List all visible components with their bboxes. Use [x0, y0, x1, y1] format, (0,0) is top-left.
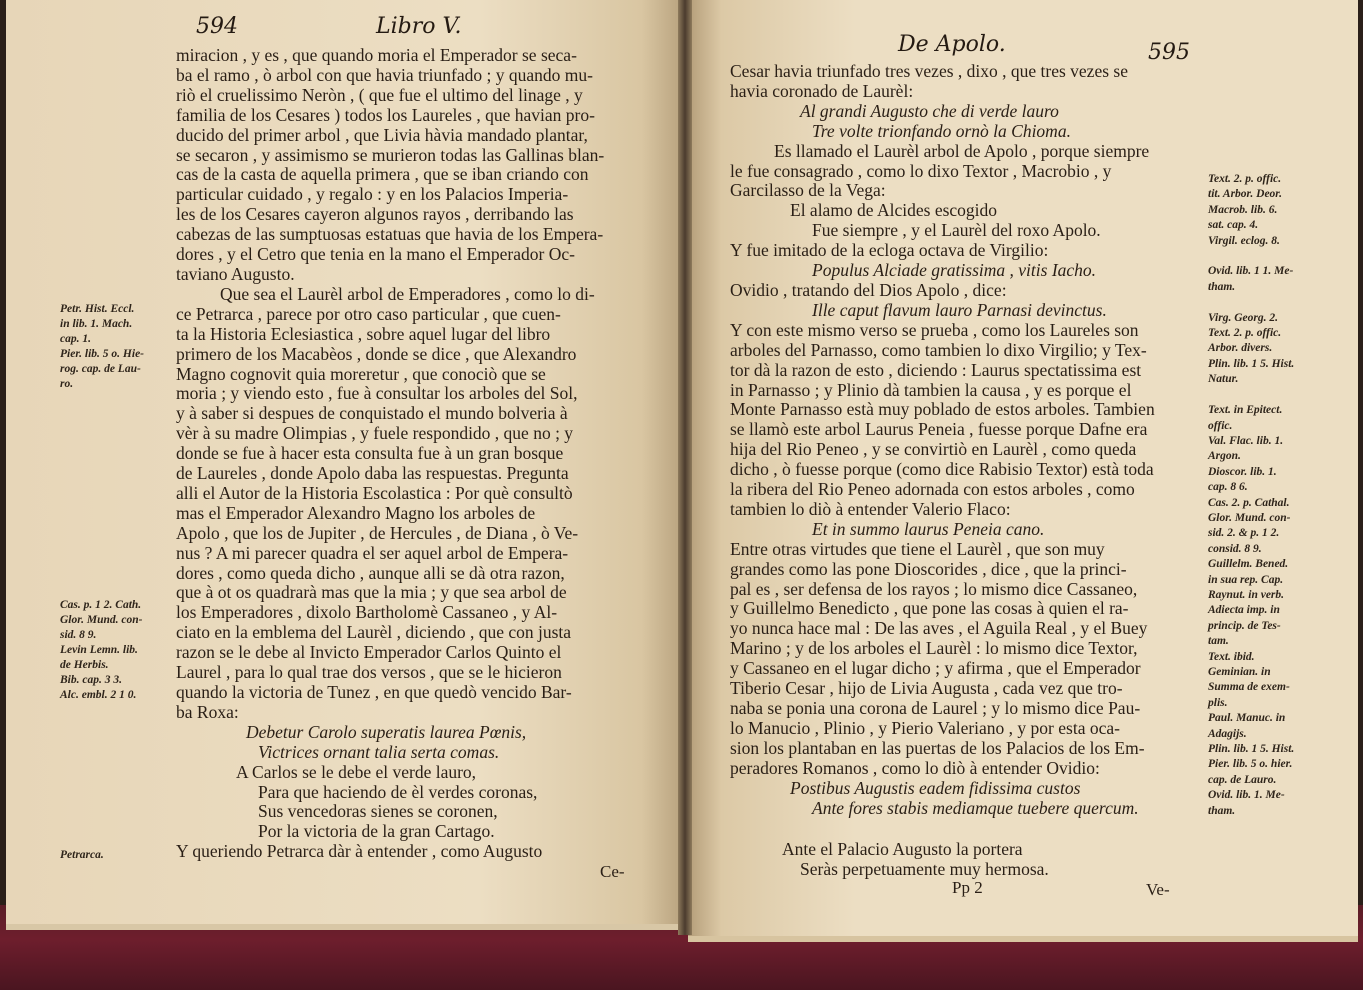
- right-running-head: De Apolo.: [898, 32, 1006, 57]
- text-line: taviano Augusto.: [176, 264, 295, 284]
- margin-note: Pier. lib. 5 o. Hie-: [60, 348, 145, 360]
- margin-note: Plin. lib. 1 5. Hist.: [1208, 357, 1295, 370]
- text-line: Laurel , para lo qual trae dos versos , que se le hicieron: [176, 663, 562, 683]
- book-gutter: [678, 0, 692, 935]
- text-line: se secaron , y assimismo se murieron todas las Gallinas blan-: [176, 145, 605, 165]
- text-line: los Emperadores , dixolo Bartholomè Cassaneo , y Al-: [176, 603, 558, 623]
- margin-note: Cas. p. 1 2. Cath.: [60, 599, 142, 611]
- margin-note: Arbor. divers.: [1208, 342, 1273, 355]
- text-line: cas de la casta de aquella primera , que se iban criando con: [176, 165, 589, 185]
- margin-note: tham.: [1208, 280, 1236, 293]
- text-line: Y queriendo Petrarca dàr à entender , como Augusto: [176, 842, 543, 862]
- margin-note: Alc. embl. 2 1 0.: [60, 689, 137, 701]
- margin-note: Summa de exem-: [1208, 681, 1290, 694]
- text-line: Marino ; y de los arboles el Laurèl : lo mismo dice Textor,: [730, 639, 1138, 659]
- signature-mark: Pp 2: [952, 878, 983, 897]
- text-line: dores , como queda dicho , aunque alli se dà otra razon,: [176, 563, 565, 583]
- margin-note: Natur.: [1208, 373, 1239, 386]
- margin-note: Ovid. lib. 1 1. Me-: [1208, 265, 1294, 278]
- text-line: dicho , ò fuesse porque (como dice Rabisio Textor) està toda: [730, 460, 1154, 480]
- margin-note: Paul. Manuc. in: [1208, 712, 1286, 725]
- left-margin-notes-bottom: [60, 848, 104, 863]
- text-line: la ribera del Rio Peneo adornada con estos arboles , como: [730, 480, 1135, 500]
- text-line: Apolo , que los de Jupiter , de Hercules , de Diana , ò Ve-: [176, 523, 579, 543]
- text-line: de Laureles , donde Apolo daba las respuestas. Pregunta: [176, 464, 569, 484]
- left-catchword: Ce-: [600, 862, 625, 881]
- right-margin-notes: [1208, 172, 1294, 819]
- margin-note: Pier. lib. 5 o. hier.: [1208, 758, 1293, 771]
- text-line: vèr à su madre Olimpias , y fuele respondido , que no ; y: [176, 424, 574, 444]
- text-line: naba se ponia una corona de Laurel ; y lo mismo dice Pau-: [730, 699, 1141, 718]
- text-line: Magno cognovit quia moreretur , que conociò que se: [176, 364, 546, 384]
- text-line: y Cassaneo en el lugar dicho ; y afirma , que el Emperador: [730, 659, 1141, 679]
- text-line: quando la victoria de Tunez , en que quedò vencido Bar-: [176, 683, 572, 702]
- spanish-verse-line: A Carlos se le debe el verde lauro,: [236, 762, 477, 782]
- margin-note: tham.: [1208, 804, 1236, 817]
- text-line: familia de los Cesares ) todos los Laureles , que havian pro-: [176, 105, 595, 125]
- right-body-text: [730, 62, 1200, 818]
- right-catchword: Ve-: [1146, 880, 1170, 899]
- margin-note: Macrob. lib. 6.: [1208, 203, 1278, 216]
- text-line: sion los plantaban en las puertas de los Palacios de los Em-: [730, 738, 1145, 758]
- margin-note: sat. cap. 4.: [1208, 219, 1259, 232]
- margin-note: ro.: [60, 378, 74, 390]
- text-line: ciato en la emblema del Laurèl , diciendo , que con justa: [176, 623, 572, 643]
- text-line: pal es , ser defensa de los rayos ; lo mismo dice Cassaneo,: [730, 579, 1138, 599]
- margin-note: Guillelm. Bened.: [1208, 558, 1289, 571]
- margin-note: sid. 2. & p. 1 2.: [1208, 527, 1280, 540]
- text-line: Ovidio , tratando del Dios Apolo , dice:: [730, 280, 1007, 300]
- margin-note: offic.: [1208, 419, 1233, 432]
- text-line: Que sea el Laurèl arbol de Emperadores , como lo di-: [220, 284, 595, 304]
- text-line: y Guillelmo Benedicto , que pone las cosas à quien el ra-: [730, 599, 1129, 619]
- margin-note: in lib. 1. Mach.: [60, 318, 133, 330]
- latin-verse-line: Debetur Carolo superatis laurea Pœnis,: [246, 722, 527, 742]
- spanish-verse-line: Para que haciendo de èl verdes coronas,: [258, 782, 538, 802]
- margin-note: [1208, 295, 1294, 310]
- text-line: ba Roxa:: [176, 702, 239, 722]
- text-line: lo Manucio , Plinio , y Pierio Valeriano , y por esta oca-: [730, 718, 1120, 738]
- text-line: nus ? A mi parecer quadra el ser aquel arbol de Empera-: [176, 543, 569, 563]
- margin-note: Text. in Epitect.: [1208, 404, 1283, 417]
- text-line: dores , y el Cetro que tenia en la mano el Emperador Oc-: [176, 245, 575, 265]
- text-line: ducido del primer arbol , que Livia hàvia mandado plantar,: [176, 125, 588, 145]
- text-line: Tiberio Cesar , hijo de Livia Augusta , cada vez que tro-: [730, 679, 1123, 699]
- margin-note: Text. 2. p. offic.: [1208, 173, 1282, 185]
- margin-note: Adiecta imp. in: [1208, 604, 1280, 617]
- latin-verse-line: Ille caput flavum lauro Parnasi devinctus.: [812, 300, 1107, 320]
- text-line: Cesar havia triunfado tres vezes , dixo , que tres vezes se: [730, 62, 1128, 81]
- text-line: donde se fue à hacer esta consulta fue à un gran bosque: [176, 444, 564, 464]
- text-line: Y con este mismo verso se prueba , como los Laureles son: [730, 320, 1139, 340]
- latin-verse-line: Populus Alciade gratissima , vitis Iacho.: [812, 261, 1097, 281]
- italian-verse-line: Tre volte trionfando ornò la Chioma.: [812, 121, 1071, 141]
- text-line: les de los Cesares cayeron algunos rayos , derribando las: [176, 205, 574, 225]
- text-line: Entre otras virtudes que tiene el Laurèl , que son muy: [730, 539, 1105, 559]
- latin-verse-line: Ante fores stabis mediamque tuebere quercum.: [812, 798, 1139, 818]
- text-line: peradores Romanos , como lo diò à entender Ovidio:: [730, 758, 1100, 778]
- text-line: que à ot os quadrarà mas que la mia ; y que sea arbol de: [176, 583, 567, 603]
- italian-verse-line: Al grandi Augusto che di verde lauro: [800, 101, 1059, 121]
- text-line: arboles del Parnasso, como tambien lo dixo Virgilio; y Tex-: [730, 340, 1147, 360]
- text-line: in Parnasso ; y Plinio dà tambien la causa , y es porque el: [730, 380, 1132, 400]
- margin-note: princip. de Tes-: [1208, 619, 1281, 632]
- margin-note: tit. Arbor. Deor.: [1208, 188, 1283, 201]
- margin-note: Text. 2. p. offic.: [1208, 327, 1282, 340]
- text-line: se llamò este arbol Laurus Peneia , fuesse porque Dafne era: [730, 420, 1148, 440]
- right-closing-verse: [782, 840, 1162, 880]
- text-line: mas el Emperador Alexandro Magno los arboles de: [176, 503, 536, 523]
- margin-note: Adagijs.: [1208, 727, 1247, 740]
- latin-verse-line: Postibus Augustis eadem fidissima custos: [790, 778, 1081, 798]
- text-line: primero de los Macabèos , donde se dice , que Alexandro: [176, 344, 577, 364]
- margin-note: tam.: [1208, 635, 1229, 648]
- margin-note: Cas. 2. p. Cathal.: [1208, 496, 1290, 509]
- left-margin-notes-top: [60, 302, 144, 392]
- margin-note: cap. 8 6.: [1208, 481, 1248, 494]
- margin-note: Petr. Hist. Eccl.: [60, 303, 135, 315]
- text-line: Garcilasso de la Vega:: [730, 181, 886, 201]
- margin-note: Virgil. eclog. 8.: [1208, 234, 1280, 247]
- margin-note: Text. ibid.: [1208, 650, 1255, 663]
- margin-note: Glor. Mund. con-: [60, 614, 143, 626]
- margin-note: [1208, 388, 1294, 403]
- margin-note: Geminian. in: [1208, 666, 1271, 678]
- margin-note: Plin. lib. 1 5. Hist.: [1208, 743, 1295, 756]
- margin-note: cap. de Lauro.: [1208, 773, 1277, 786]
- text-line: razon se le debe al Invicto Emperador Carlos Quinto el: [176, 643, 562, 663]
- margin-note: Levin Lemn. lib.: [60, 644, 138, 656]
- margin-note: Ovid. lib. 1. Me-: [1208, 789, 1285, 802]
- left-body-text: [176, 46, 642, 862]
- margin-note: Petrarca.: [60, 849, 104, 861]
- latin-verse-line: Et in summo laurus Peneia cano.: [812, 519, 1045, 539]
- left-page-number: 594: [196, 14, 238, 39]
- spanish-verse-line: Fue siempre , y el Laurèl del roxo Apolo.: [812, 221, 1101, 241]
- margin-note: Val. Flac. lib. 1.: [1208, 434, 1284, 447]
- right-page-number: 595: [1148, 40, 1190, 65]
- text-line: yo nunca hace mal : De las aves , el Aguila Real , y el Buey: [730, 619, 1148, 639]
- spanish-verse-line: El alamo de Alcides escogido: [790, 201, 998, 221]
- text-line: le fue consagrado , como lo dixo Textor , Macrobio , y: [730, 161, 1112, 181]
- text-line: y à saber si despues de conquistado el mundo bolveria à: [176, 404, 568, 424]
- text-line: particular cuidado , y regalo : y en los Palacios Imperia-: [176, 185, 569, 205]
- text-line: ba el ramo , ò arbol con que havia triunfado ; y quando mu-: [176, 65, 593, 85]
- text-line: ta la Historia Eclesiastica , sobre aquel lugar del libro: [176, 324, 551, 344]
- left-margin-notes-mid: [60, 598, 142, 703]
- margin-note: sid. 8 9.: [60, 629, 97, 641]
- text-line: miracion , y es , que quando moria el Emperador se seca-: [176, 46, 577, 65]
- spanish-verse-line: Por la victoria de la gran Cartago.: [258, 822, 495, 842]
- margin-note: cap. 1.: [60, 333, 91, 345]
- margin-note: consid. 8 9.: [1208, 542, 1262, 555]
- text-line: Monte Parnasso està muy poblado de estos arboles. Tambien: [730, 400, 1155, 420]
- margin-note: Virg. Georg. 2.: [1208, 311, 1278, 324]
- margin-note: in sua rep. Cap.: [1208, 573, 1284, 586]
- margin-note: Glor. Mund. con-: [1208, 511, 1291, 524]
- text-line: alli el Autor de la Historia Escolastica : Por què consultò: [176, 483, 573, 503]
- text-line: cabezas de las sumptuosas estatuas que havia de los Empera-: [176, 225, 604, 245]
- margin-note: plis.: [1208, 696, 1228, 709]
- spanish-verse-line: Seràs perpetuamente muy hermosa.: [800, 859, 1049, 879]
- text-line: moria ; y viendo esto , fue à consultar los arboles del Sol,: [176, 384, 578, 404]
- text-line: hija del Rio Peneo , y se convirtiò en Laurèl , como queda: [730, 440, 1137, 460]
- spanish-verse-line: Sus vencedoras sienes se coronen,: [258, 802, 498, 822]
- text-line: tor dà la razon de esto , diciendo : Laurus spectatissima est: [730, 360, 1142, 380]
- text-line: grandes como las pone Dioscorides , dice , que la princi-: [730, 559, 1127, 579]
- margin-note: Argon.: [1208, 450, 1241, 463]
- text-line: havia coronado de Laurèl:: [730, 81, 914, 101]
- margin-note: rog. cap. de Lau-: [60, 363, 141, 375]
- text-line: Y fue imitado de la ecloga octava de Virgilio:: [730, 241, 1049, 261]
- margin-note: de Herbis.: [60, 659, 109, 671]
- margin-note: Bib. cap. 3 3.: [60, 674, 122, 686]
- latin-verse-line: Victrices ornant talia serta comas.: [258, 742, 500, 762]
- left-running-head: Libro V.: [376, 14, 462, 39]
- spanish-verse-line: Ante el Palacio Augusto la portera: [782, 840, 1023, 859]
- margin-note: Dioscor. lib. 1.: [1208, 465, 1277, 478]
- text-line: ce Petrarca , parece por otro caso particular , que cuen-: [176, 304, 561, 324]
- text-line: riò el cruelissimo Neròn , ( que fue el ultimo del linage , y: [176, 85, 583, 105]
- text-line: Es llamado el Laurèl arbol de Apolo , porque siempre: [774, 141, 1150, 161]
- margin-note: Raynut. in verb.: [1208, 588, 1285, 601]
- margin-note: [1208, 249, 1294, 264]
- text-line: tambien lo diò à entender Valerio Flaco:: [730, 499, 1011, 519]
